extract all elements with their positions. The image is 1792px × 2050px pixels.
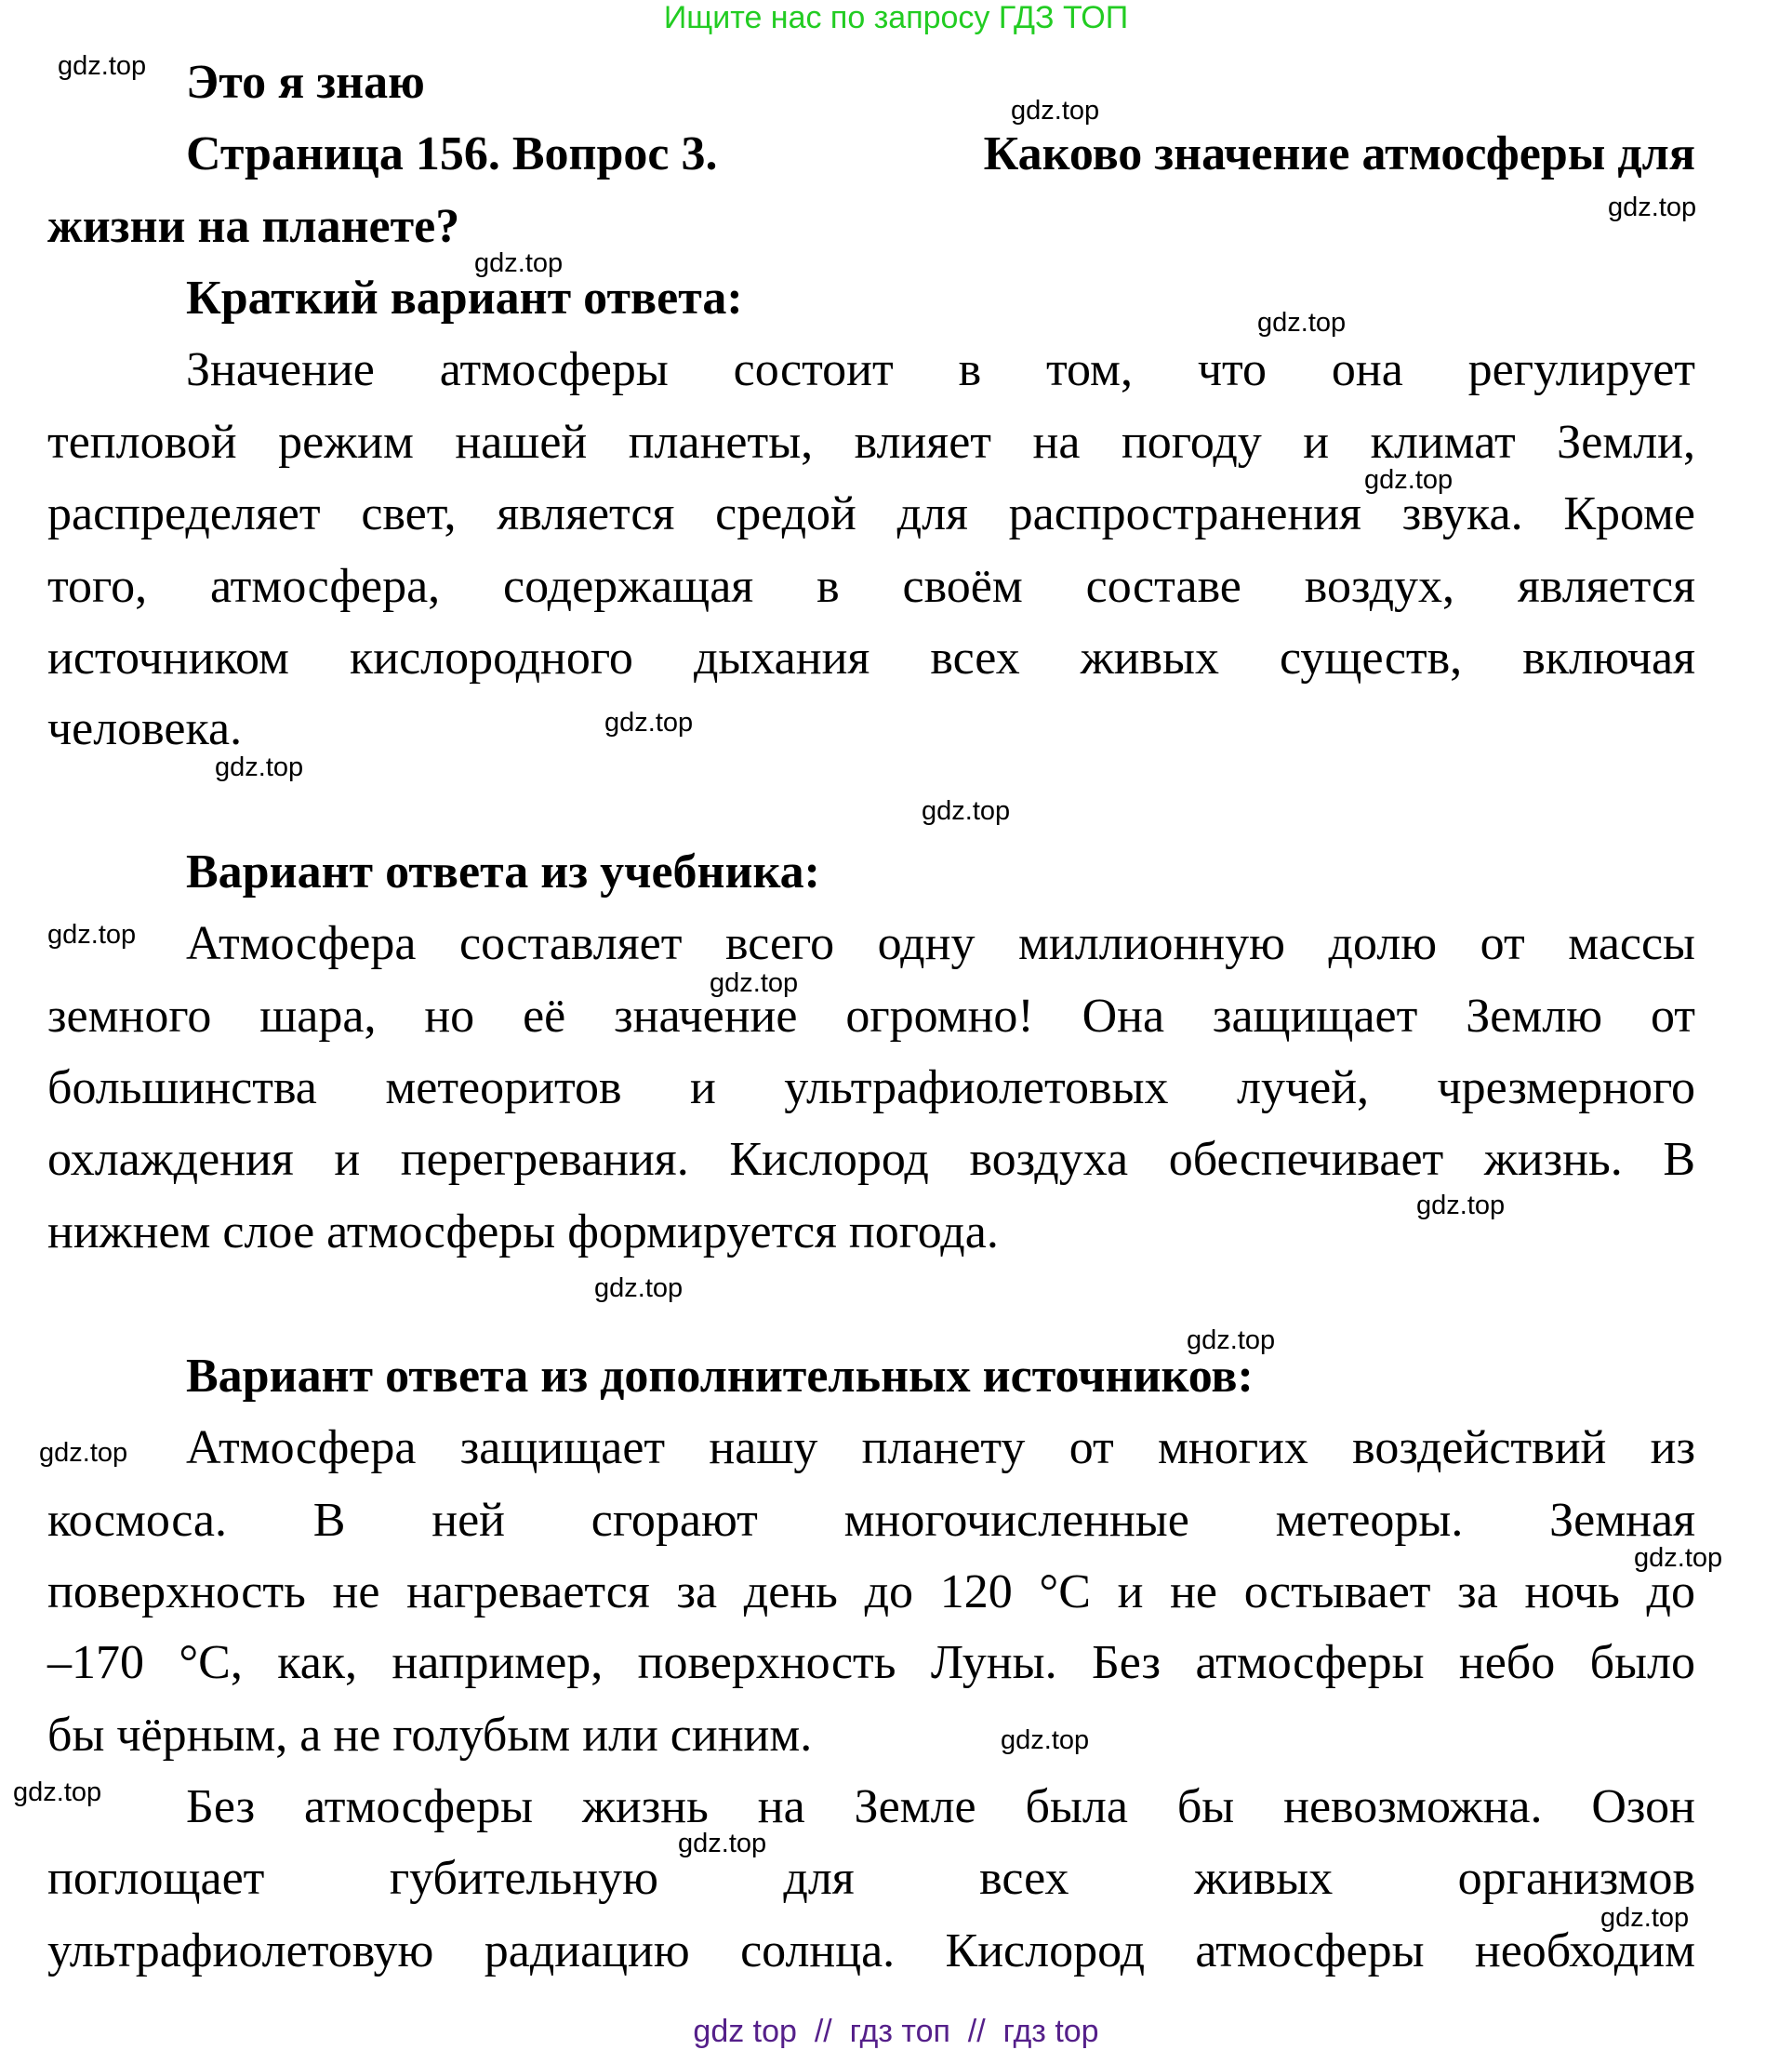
textbook-answer-heading: Вариант ответа из учебника: — [186, 845, 820, 899]
watermark: gdz.top — [1257, 308, 1347, 338]
watermark: gdz.top — [922, 796, 1011, 826]
paragraph-line: ультрафиолетовую радиацию солнца. Кислород атмосферы необходим — [47, 1924, 1695, 1977]
watermark: gdz.top — [710, 968, 799, 998]
watermark: gdz.top — [13, 1777, 102, 1807]
question-text: Каково значение атмосферы для — [983, 127, 1695, 180]
footer-links: gdz top // гдз топ // гдз top — [693, 2014, 1099, 2049]
paragraph-line: охлаждения и перегревания. Кислород воздуха обеспечивает жизнь. В — [47, 1133, 1695, 1186]
paragraph-line: тепловой режим нашей планеты, влияет на погоду и климат Земли, — [47, 416, 1695, 469]
watermark: gdz.top — [1001, 1725, 1090, 1755]
watermark: gdz.top — [1011, 96, 1100, 126]
paragraph-line: распределяет свет, является средой для распространения звука. Кроме — [47, 487, 1695, 540]
watermark: gdz.top — [58, 51, 147, 81]
paragraph-line: большинства метеоритов и ультрафиолетовых лучей, чрезмерного — [47, 1061, 1695, 1114]
paragraph-line: источником кислородного дыхания всех живых существ, включая — [47, 632, 1695, 685]
section-title: Это я знаю — [186, 56, 425, 109]
watermark: gdz.top — [1634, 1543, 1723, 1573]
paragraph-line: поверхность не нагревается за день до 120 °С и не остывает за ночь до — [47, 1565, 1695, 1618]
paragraph-line: человека. — [47, 702, 243, 755]
watermark: gdz.top — [1416, 1191, 1506, 1220]
watermark: gdz.top — [1600, 1903, 1690, 1933]
paragraph-line: поглощает губительную для всех живых организмов — [47, 1852, 1695, 1905]
paragraph-line: Значение атмосферы состоит в том, что она регулирует — [186, 343, 1695, 396]
watermark: gdz.top — [594, 1273, 684, 1303]
paragraph-line: того, атмосфера, содержащая в своём составе воздух, является — [47, 560, 1695, 613]
watermark: gdz.top — [1364, 465, 1454, 495]
paragraph-line: Атмосфера составляет всего одну миллионную долю от массы — [186, 917, 1695, 970]
paragraph-line: –170 °С, как, например, поверхность Луны. Без атмосферы небо было — [47, 1636, 1695, 1689]
question-title-line-1 — [186, 118, 1695, 191]
watermark: gdz.top — [215, 752, 304, 782]
question-title-line-2: жизни на планете? — [47, 200, 460, 253]
watermark: gdz.top — [39, 1438, 128, 1468]
short-answer-heading: Краткий вариант ответа: — [186, 272, 743, 325]
watermark: gdz.top — [474, 248, 564, 278]
paragraph-line: Атмосфера защищает нашу планету от многих воздействий из — [186, 1421, 1695, 1474]
paragraph-line: нижнем слое атмосферы формируется погода. — [47, 1205, 999, 1258]
extra-answer-heading: Вариант ответа из дополнительных источников: — [186, 1350, 1254, 1403]
watermark: gdz.top — [1608, 193, 1697, 222]
search-banner: Ищите нас по запросу ГДЗ ТОП — [663, 0, 1129, 35]
watermark: gdz.top — [678, 1829, 767, 1858]
paragraph-line: земного шара, но её значение огромно! Она защищает Землю от — [47, 990, 1695, 1043]
watermark: gdz.top — [604, 708, 694, 738]
paragraph-line: Без атмосферы жизнь на Земле была бы невозможна. Озон — [186, 1780, 1695, 1833]
watermark: gdz.top — [1187, 1325, 1276, 1355]
watermark: gdz.top — [47, 920, 137, 950]
question-label: Страница 156. Вопрос 3. — [186, 127, 718, 180]
paragraph-line: космоса. В ней сгорают многочисленные метеоры. Земная — [47, 1494, 1695, 1547]
paragraph-line: бы чёрным, а не голубым или синим. — [47, 1709, 813, 1762]
